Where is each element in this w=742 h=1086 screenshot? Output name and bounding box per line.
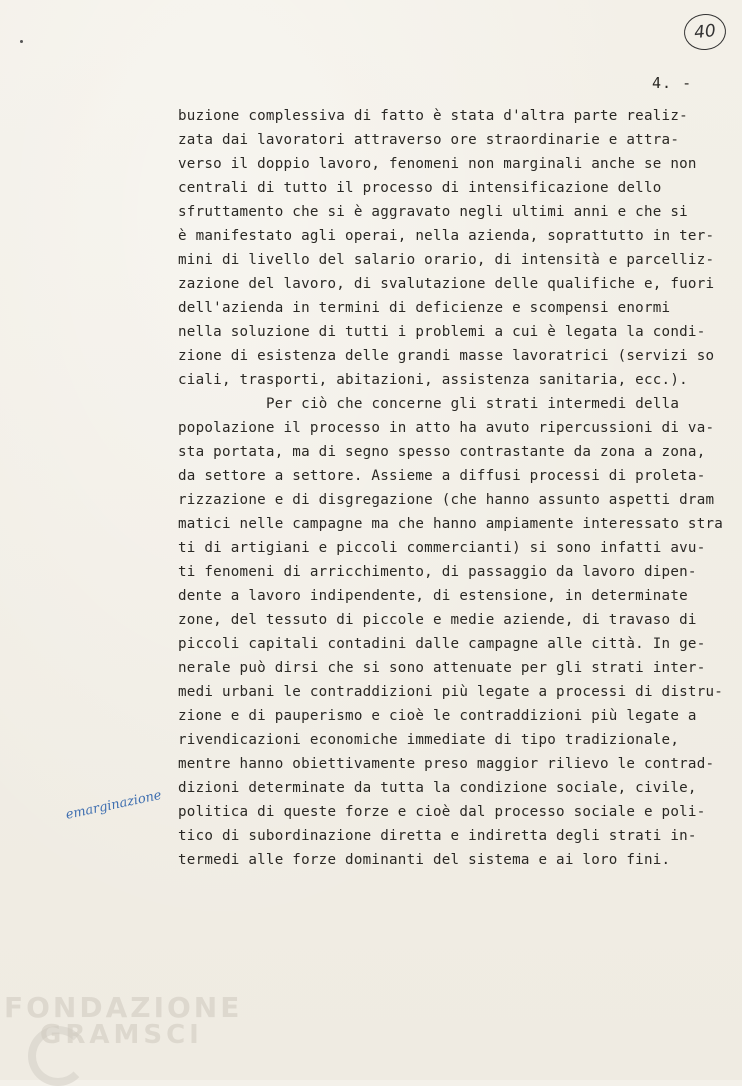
- text-line: zazione del lavoro, di svalutazione delle qualifiche e, fuori: [178, 276, 715, 292]
- text-line: matici nelle campagne ma che hanno ampiamente interessato stra: [178, 516, 724, 532]
- text-line: mentre hanno obiettivamente preso maggior rilievo le contrad-: [178, 756, 715, 772]
- text-line: buzione complessiva di fatto è stata d'altra parte realiz-: [178, 108, 688, 124]
- text-line: verso il doppio lavoro, fenomeni non marginali anche se non: [178, 156, 697, 172]
- watermark-line-2: GRAMSCI: [40, 1020, 203, 1050]
- paragraph-start-line: Per ciò che concerne gli strati intermedi della: [266, 396, 680, 412]
- text-line: zata dai lavoratori attraverso ore straordinarie e attra-: [178, 132, 680, 148]
- archive-watermark: [4, 991, 243, 1050]
- handwritten-margin-note: emarginazione: [64, 787, 163, 823]
- text-line: dell'azienda in termini di deficienze e scompensi enormi: [178, 300, 671, 316]
- text-line: rivendicazioni economiche immediate di tipo tradizionale,: [178, 732, 680, 748]
- text-line: ti di artigiani e piccoli commercianti) si sono infatti avu-: [178, 540, 706, 556]
- text-line: medi urbani le contraddizioni più legate a processi di distru-: [178, 684, 724, 700]
- text-line: popolazione il processo in atto ha avuto ripercussioni di va-: [178, 420, 715, 436]
- text-line: nerale può dirsi che si sono attenuate per gli strati inter-: [178, 660, 706, 676]
- text-line: politica di queste forze e cioè dal processo sociale e poli-: [178, 804, 706, 820]
- text-line: è manifestato agli operai, nella azienda, soprattutto in ter-: [178, 228, 715, 244]
- typed-body-text: [178, 104, 724, 872]
- page-number: 4. -: [652, 74, 693, 92]
- text-line: da settore a settore. Assieme a diffusi processi di proleta-: [178, 468, 706, 484]
- text-line: nella soluzione di tutti i problemi a cui è legata la condi-: [178, 324, 706, 340]
- text-line: zone, del tessuto di piccole e medie aziende, di travaso di: [178, 612, 697, 628]
- watermark-line-1: FONDAZIONE: [4, 991, 243, 1024]
- paper-speck: [20, 40, 23, 43]
- text-line: sta portata, ma di segno spesso contrastante da zona a zona,: [178, 444, 706, 460]
- text-line: zione e di pauperismo e cioè le contraddizioni più legate a: [178, 708, 697, 724]
- text-line: dente a lavoro indipendente, di estensione, in determinate: [178, 588, 688, 604]
- text-line: ti fenomeni di arricchimento, di passaggio da lavoro dipen-: [178, 564, 697, 580]
- text-line: dizioni determinate da tutta la condizione sociale, civile,: [178, 780, 697, 796]
- text-line: rizzazione e di disgregazione (che hanno assunto aspetti dram: [178, 492, 715, 508]
- text-line: sfruttamento che si è aggravato negli ultimi anni e che si: [178, 204, 688, 220]
- text-line: centrali di tutto il processo di intensificazione dello: [178, 180, 662, 196]
- text-line: mini di livello del salario orario, di intensità e parcelliz-: [178, 252, 715, 268]
- text-line: piccoli capitali contadini dalle campagne alle città. In ge-: [178, 636, 706, 652]
- text-line: ciali, trasporti, abitazioni, assistenza sanitaria, ecc.).: [178, 372, 688, 388]
- text-line: termedi alle forze dominanti del sistema e ai loro fini.: [178, 852, 671, 868]
- archive-number-stamp: 40: [682, 12, 728, 52]
- text-line: tico di subordinazione diretta e indiretta degli strati in-: [178, 828, 697, 844]
- text-line: zione di esistenza delle grandi masse lavoratrici (servizi so: [178, 348, 715, 364]
